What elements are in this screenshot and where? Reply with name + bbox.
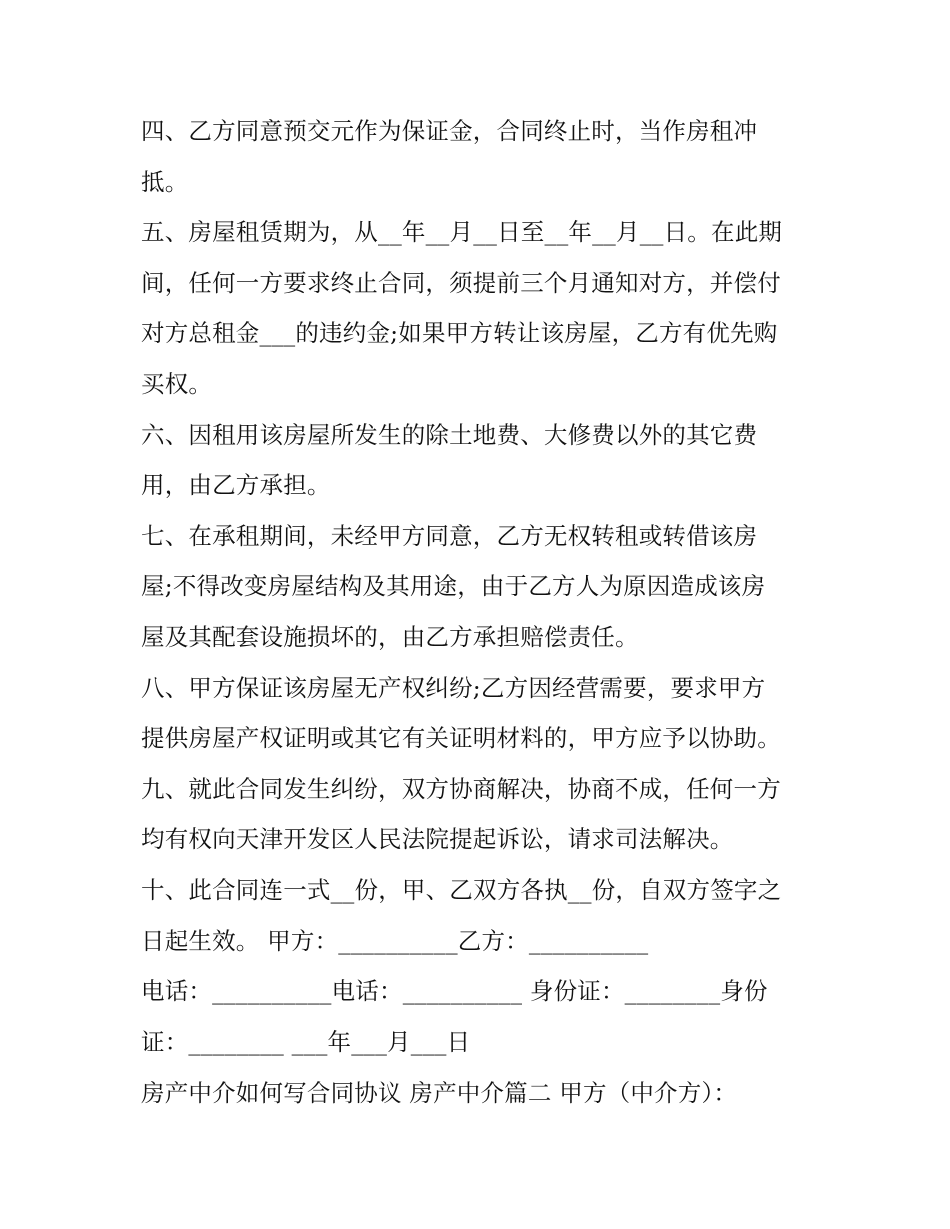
text-line-12: 八、甲方保证该房屋无产权纠纷;乙方因经营需要，要求甲方 xyxy=(141,674,766,702)
text-line-5: 对方总租金___的违约金;如果甲方转让该房屋，乙方有优先购 xyxy=(141,319,778,347)
text-line-13: 提供房屋产权证明或其它有关证明材料的，甲方应予以协助。 xyxy=(141,724,781,752)
text-line-19: 证：________ ___年___月___日 xyxy=(141,1028,471,1056)
text-line-10: 屋;不得改变房屋结构及其用途，由于乙方人为原因造成该房 xyxy=(141,572,766,600)
text-line-18: 电话：__________电话：__________ 身份证：________身份 xyxy=(141,977,768,1005)
text-line-8: 用，由乙方承担。 xyxy=(141,471,331,499)
text-line-4: 间，任何一方要求终止合同，须提前三个月通知对方，并偿付 xyxy=(141,269,781,297)
text-line-1: 四、乙方同意预交元作为保证金，合同终止时，当作房租冲 xyxy=(141,117,758,145)
text-line-14: 九、就此合同发生纠纷，双方协商解决，协商不成，任何一方 xyxy=(141,775,781,803)
text-line-20: 房产中介如何写合同协议 房产中介篇二 甲方（中介方）： xyxy=(141,1079,738,1107)
text-line-17: 日起生效。 甲方：__________乙方：__________ xyxy=(141,927,649,955)
text-line-9: 七、在承租期间，未经甲方同意，乙方无权转租或转借该房 xyxy=(141,522,758,550)
text-line-3: 五、房屋租赁期为，从__年__月__日至__年__月__日。在此期 xyxy=(141,218,783,246)
text-line-2: 抵。 xyxy=(141,168,189,196)
text-line-15: 均有权向天津开发区人民法院提起诉讼，请求司法解决。 xyxy=(141,825,734,853)
text-line-7: 六、因租用该房屋所发生的除土地费、大修费以外的其它费 xyxy=(141,421,758,449)
text-line-16: 十、此合同连一式__份，甲、乙双方各执__份，自双方签字之 xyxy=(141,876,782,904)
text-line-11: 屋及其配套设施损坏的，由乙方承担赔偿责任。 xyxy=(141,623,639,651)
text-line-6: 买权。 xyxy=(141,370,213,398)
